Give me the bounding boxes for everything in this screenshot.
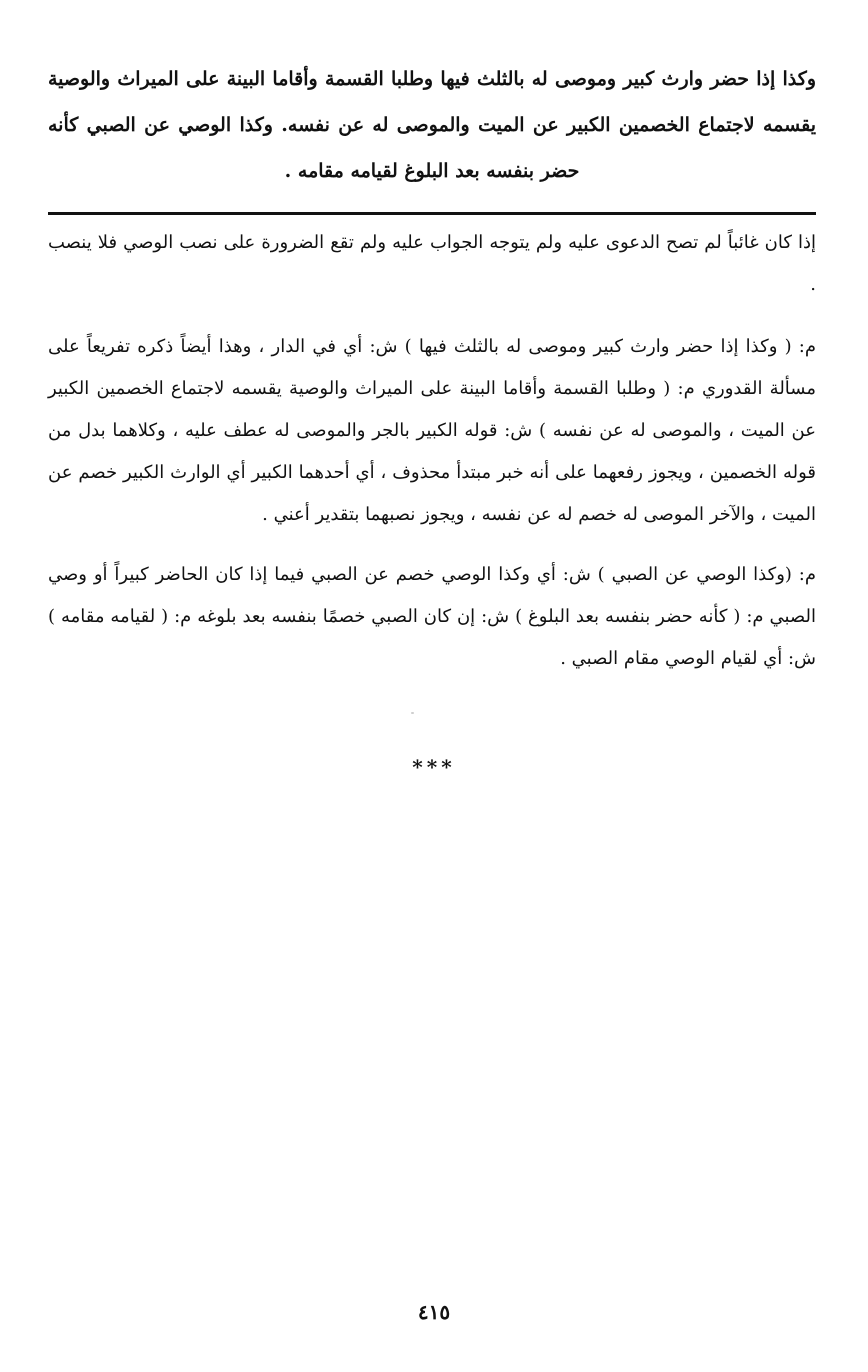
- commentary-paragraph: م: ( وكذا إذا حضر وارث كبير وموصى له بالثلث فيها ) ش: أي في الدار ، وهذا أيضاً ذكره تفريعاً على مسألة القدوري م: ( وطلبا القسمة وأقاما البينة على الميراث والوصية يقسمه لاجتماع الخصمين الكبير عن الميت ، والموصى له عن نفسه ) ش: قوله الكبير بالجر والموصى له عطف عليه ، وكلاهما بدل من قوله الخصمين ، ويجوز رفعهما على أنه خبر مبتدأ محذوف ، أي أحدهما الكبير أي الوارث الكبير خصم عن الميت ، والآخر الموصى له خصم له عن نفسه ، ويجوز نصبهما بتقدير أعني .: [48, 336, 816, 525]
- page-number: ٤١٥: [417, 1300, 451, 1324]
- section-divider: ***: [412, 755, 456, 779]
- separator-rule: [48, 212, 816, 215]
- main-text: وكذا إذا حضر وارث كبير وموصى له بالثلث فيها وطلبا القسمة وأقاما البينة على الميراث والوصية يقسمه لاجتماع الخصمين الكبير عن الميت والموصى له عن نفسه. وكذا الوصي عن الصبي كأنه حضر بنفسه بعد البلوغ لقيامه مقامه .: [48, 68, 816, 182]
- commentary: [48, 222, 816, 698]
- scan-speck: [411, 712, 414, 714]
- commentary-paragraph: إذا كان غائباً لم تصح الدعوى عليه ولم يتوجه الجواب عليه ولم تقع الضرورة على نصب الوصي فلا ينصب .: [48, 232, 816, 295]
- commentary-paragraph: م: (وكذا الوصي عن الصبي ) ش: أي وكذا الوصي خصم عن الصبي فيما إذا كان الحاضر كبيراً أو وصي الصبي م: ( كأنه حضر بنفسه بعد البلوغ ) ش: إن كان الصبي خصمًا بنفسه بعد بلوغه م: ( لقيامه مقامه ) ش: أي لقيام الوصي مقام الصبي .: [48, 564, 816, 669]
